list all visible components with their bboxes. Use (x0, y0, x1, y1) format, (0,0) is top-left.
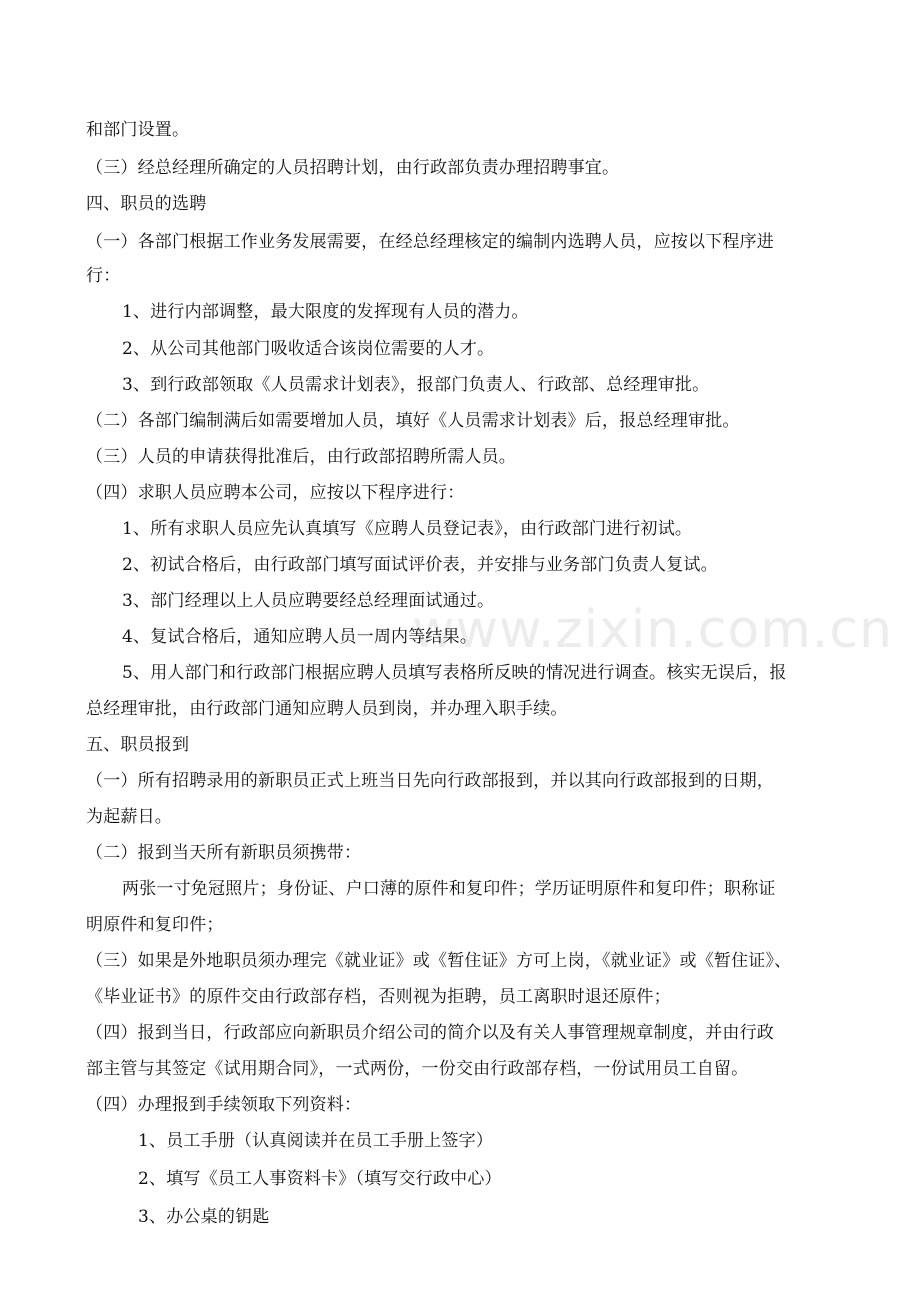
list-item: 1、员工手册（认真阅读并在员工手册上签字） (138, 1131, 494, 1151)
text-line: （四）办理报到手续领取下列资料： (86, 1095, 362, 1115)
text-line: （三）如果是外地职员须办理完《就业证》或《暂住证》方可上岗，《就业证》或《暂住证》、 (86, 951, 792, 971)
text-line: （二）各部门编制满后如需要增加人员，填好《人员需求计划表》后，报总经理审批。 (86, 411, 740, 431)
list-item: 5、用人部门和行政部门根据应聘人员填写表格所反映的情况进行调查。核实无误后，报 (122, 663, 787, 683)
text-line: （二）报到当天所有新职员须携带： (86, 843, 362, 863)
list-item: 2、从公司其他部门吸收适合该岗位需要的人才。 (122, 339, 495, 359)
text-line: 总经理审批，由行政部门通知应聘人员到岗，并办理入职手续。 (86, 699, 568, 719)
list-item: 3、到行政部领取《人员需求计划表》，报部门负责人、行政部、总经理审批。 (122, 375, 710, 395)
text-line: （四）求职人员应聘本公司，应按以下程序进行： (86, 483, 465, 503)
list-item: 2、初试合格后，由行政部门填写面试评价表，并安排与业务部门负责人复试。 (122, 555, 718, 575)
list-item: 3、办公桌的钥匙 (138, 1207, 270, 1227)
list-item: 1、进行内部调整，最大限度的发挥现有人员的潜力。 (122, 302, 529, 322)
list-item: 2、填写《员工人事资料卡》（填写交行政中心） (138, 1169, 502, 1189)
text-line: （四）报到当日，行政部应向新职员介绍公司的简介以及有关人事管理规章制度，并由行政 (86, 1023, 774, 1043)
text-line: 《毕业证书》的原件交由行政部存档，否则视为拒聘，员工离职时退还原件； (86, 987, 671, 1007)
text-line: 和部门设置。 (86, 120, 190, 140)
watermark: www.zixin.com.cn (412, 600, 893, 660)
list-item: 3、部门经理以上人员应聘要经总经理面试通过。 (122, 591, 495, 611)
text-line: 行： (86, 266, 121, 286)
text-line: （三）经总经理所确定的人员招聘计划，由行政部负责办理招聘事宜。 (86, 158, 620, 178)
text-line: （一）所有招聘录用的新职员正式上班当日先向行政部报到，并以其向行政部报到的日期， (86, 771, 774, 791)
section-heading: 四、职员的选聘 (86, 194, 207, 214)
text-line: （一）各部门根据工作业务发展需要，在经总经理核定的编制内选聘人员，应按以下程序进 (86, 232, 774, 252)
text-line: 部主管与其签定《试用期合同》，一式两份，一份交由行政部存档，一份试用员工自留。 (86, 1059, 749, 1079)
text-line: 为起薪日。 (86, 807, 172, 827)
list-item: 1、所有求职人员应先认真填写《应聘人员登记表》，由行政部门进行初试。 (122, 519, 693, 539)
text-line: 两张一寸免冠照片；身份证、户口薄的原件和复印件；学历证明原件和复印件；职称证 (122, 879, 776, 899)
section-heading: 五、职员报到 (86, 735, 190, 755)
list-item: 4、复试合格后，通知应聘人员一周内等结果。 (122, 627, 478, 647)
text-line: （三）人员的申请获得批准后，由行政部招聘所需人员。 (86, 447, 516, 467)
text-line: 明原件和复印件； (86, 915, 224, 935)
